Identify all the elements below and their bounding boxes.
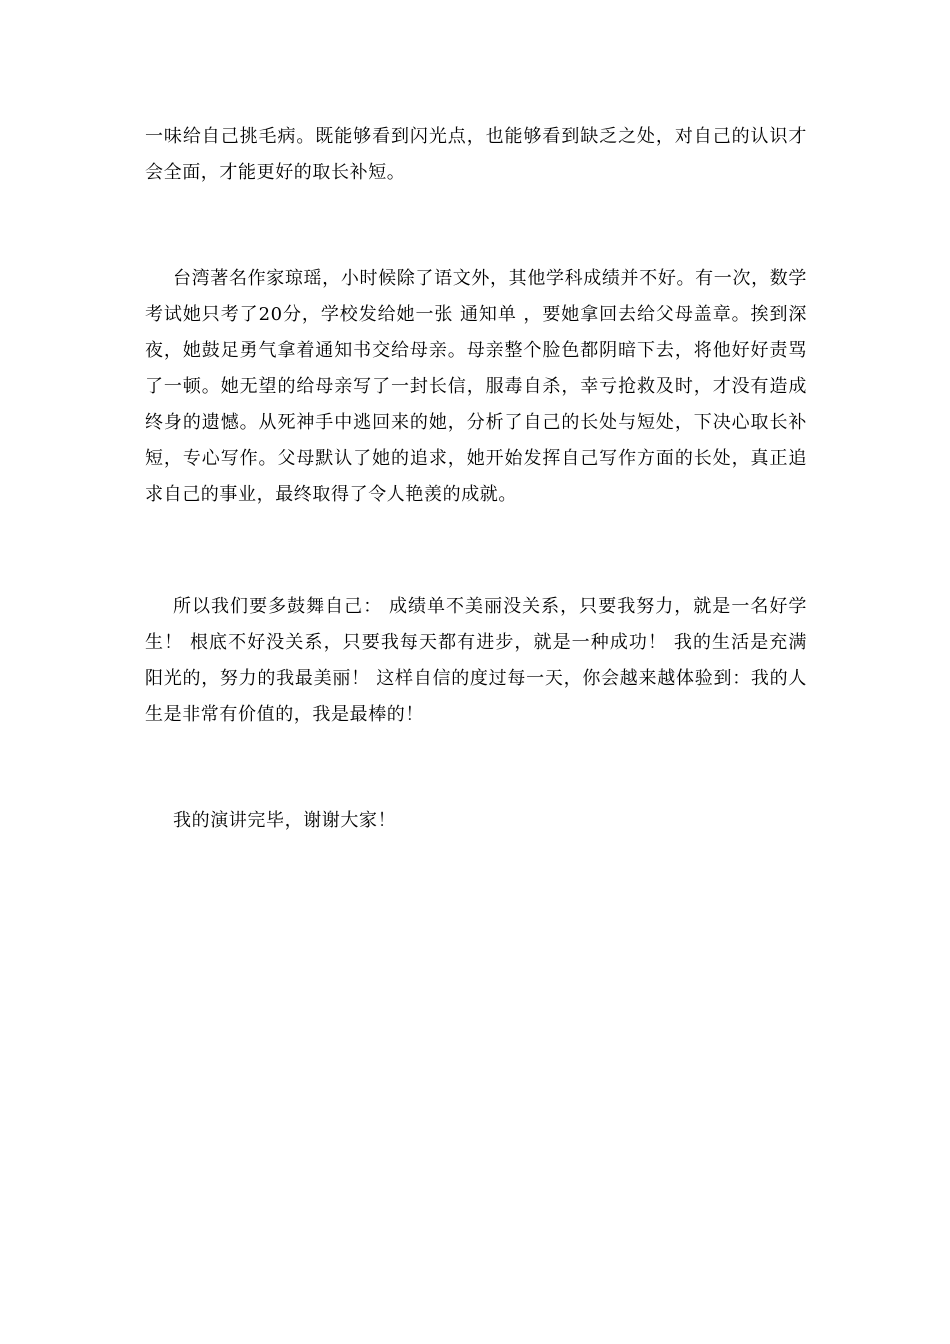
paragraph-qiong-yao-story: 台湾著名作家琼瑶，小时候除了语文外，其他学科成绩并不好。有一次，数学考试她只考了20分，学校发给她一张 通知单 ，要她拿回去给父母盖章。挨到深夜，她鼓足勇气拿着通知书交给母亲。母亲整个脸色都阴暗下去，将他好好责骂了一顿。她无望的给母亲写了一封长信，服毒自杀，幸亏抢救及时，才没有造成终身的遗憾。从死神手中逃回来的她，分析了自己的长处与短处，下决心取长补短，专心写作。父母默认了她的追求，她开始发挥自己写作方面的长处，真正追求自己的事业，最终取得了令人艳羡的成就。 [145,268,807,505]
paragraph-self-assessment: 一味给自己挑毛病。既能够看到闪光点，也能够看到缺乏之处，对自己的认识才会全面，才能更好的取长补短。 [145,126,807,183]
paragraph-encouragement: 所以我们要多鼓舞自己： 成绩单不美丽没关系，只要我努力，就是一名好学生！ 根底不好没关系，只要我每天都有进步，就是一种成功！ 我的生活是充满阳光的，努力的我最美丽！ 这样自信的度过每一天，你会越来越体验到：我的人生是非常有价值的，我是最棒的！ [145,596,807,725]
paragraph-closing: 我的演讲完毕，谢谢大家！ [173,810,397,831]
